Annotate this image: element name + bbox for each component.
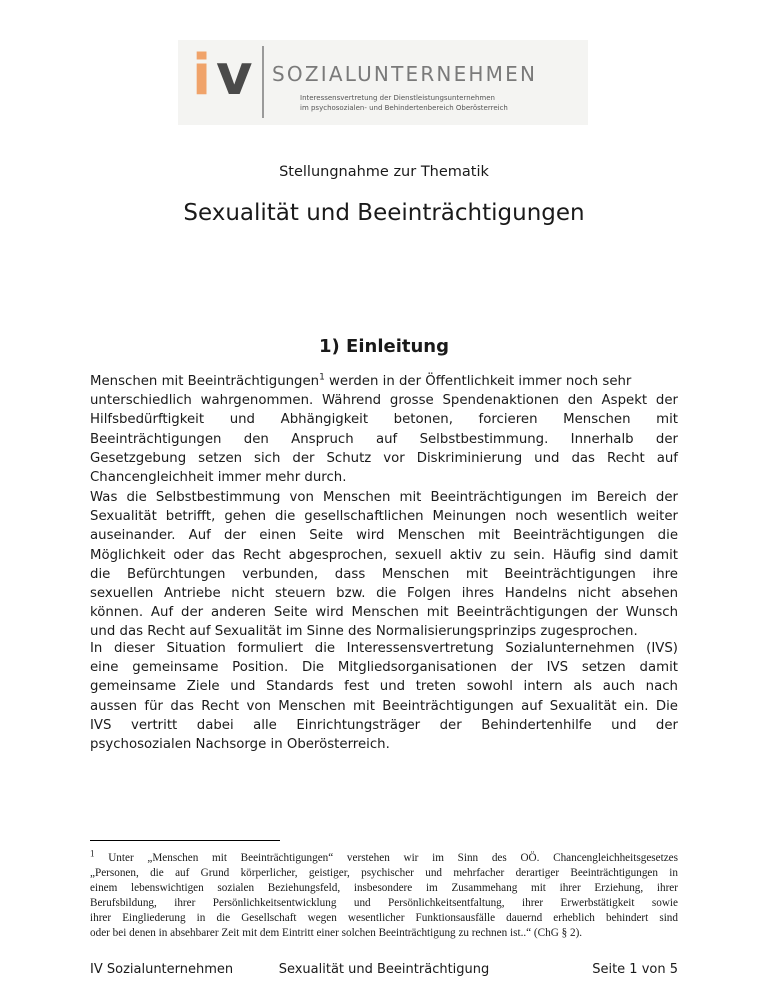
paragraph-line: die Befürchtungen verbunden, dass Menschen mit Beeinträchtigungen ihre (90, 566, 678, 582)
footnote-line: ihrer Eingliederung in die Gesellschaft wegen wesentlicher Funktionsausfälle dauernd erheblich behindert sind (90, 912, 678, 925)
paragraph-line: Sexualität betrifft, gehen die gesellschaftlichen Meinungen noch wesentlich weiter (90, 509, 678, 525)
paragraph-line: Gesetzgebung setzen sich der Schutz vor Diskriminierung und das Recht auf (90, 450, 678, 466)
paragraph-line: psychosozialen Nachsorge in Oberösterreich. (90, 737, 390, 753)
paragraph-line: auseinander. Auf der einen Seite wird Menschen mit Beeinträchtigungen die (90, 528, 678, 544)
footnote-marker: 1 (90, 848, 95, 859)
logo-mark-v: v (216, 43, 253, 108)
section-heading: 1) Einleitung (319, 336, 449, 357)
organization-logo (178, 40, 588, 125)
footnote-line: oder bei denen in absehbarer Zeit mit dem Eintritt einer solchen Beeinträchtigung zu rechnen ist..“ (ChG § 2). (90, 927, 583, 940)
logo-divider (262, 46, 264, 118)
footnote-line: „Personen, die auf Grund körperlicher, geistiger, psychischer und mehrfacher derartiger Beeinträchtigungen in (90, 867, 678, 880)
paragraph-line: Menschen mit Beeinträchtigungen$^1$ werden in der Öffentlichkeit immer noch sehr (90, 372, 632, 389)
paragraph-line: IVS vertritt dabei alle Einrichtungsträger der Behindertenhilfe und der (90, 717, 678, 733)
footer-title: Sexualität und Beeinträchtigung (278, 962, 490, 977)
footnote-separator (90, 840, 280, 841)
paragraph-1 (90, 372, 678, 487)
footnote-line: $^1$ Unter „Menschen mit Beeinträchtigungen“ verstehen wir im Sinn des OÖ. Chancengleichheitsgesetzes (90, 848, 678, 864)
footer-organization: IV Sozialunternehmen (90, 962, 234, 977)
logo-tagline-2: im psychosozialen- und Behindertenbereich Oberösterreich (300, 104, 508, 112)
paragraph-line: können. Auf der anderen Seite wird Menschen mit Beeinträchtigungen der Wunsch (90, 605, 678, 621)
paragraph-line: und das Recht auf Sexualität im Sinne des Normalisierungsprinzips zugesprochen. (90, 624, 638, 640)
document-kicker: Stellungnahme zur Thematik (279, 164, 489, 180)
document-title: Sexualität und Beeinträchtigungen (183, 200, 585, 226)
paragraph-line: Was die Selbstbestimmung von Menschen mit Beeinträchtigungen im Bereich der (90, 490, 678, 505)
footnote (90, 848, 678, 942)
paragraph-line: Beeinträchtigungen den Anspruch auf Selbstbestimmung. Innerhalb der (90, 431, 678, 447)
paragraph-line: unterschiedlich wahrgenommen. Während grosse Spendenaktionen den Aspekt der (90, 393, 678, 409)
paragraph-line: Chancengleichheit immer mehr durch. (90, 470, 347, 486)
footer-page-number: Seite 1 von 5 (592, 962, 678, 977)
paragraph-line: Hilfsbedürftigkeit und Abhängigkeit betonen, forcieren Menschen mit (90, 412, 678, 428)
footnote-line: Berufsbildung, ihrer Persönlichkeitsentwicklung und Persönlichkeitsentfaltung, ihrer Erwerbstätigkeit sowie (90, 897, 678, 910)
paragraph-line: sexuellen Antriebe nicht steuern bzw. die Folgen ihres Handelns nicht absehen (90, 586, 678, 602)
paragraph-line: In dieser Situation formuliert die Interessensvertretung Sozialunternehmen (IVS) (90, 641, 678, 656)
paragraph-line: Möglichkeit oder das Recht abgesprochen, sexuell aktiv zu sein. Häufig sind damit (90, 547, 678, 563)
footnote-reference[interactable]: 1 (319, 372, 325, 383)
paragraph-3 (90, 639, 678, 754)
logo-mark-i: i (192, 43, 212, 108)
paragraph-line: eine gemeinsame Position. Die Mitgliedsorganisationen der IVS setzen damit (90, 660, 678, 676)
paragraph-line: gemeinsame Ziele und Standards fest und treten sowohl intern als auch nach (90, 679, 678, 695)
paragraph-2 (90, 488, 678, 642)
logo-name: SOZIALUNTERNEHMEN (272, 62, 538, 86)
footnote-line: einem lebenswichtigen sozialen Beziehungsfeld, insbesondere im Zusammehang mit ihrer Erziehung, ihrer (90, 882, 678, 895)
logo-tagline-1: Interessensvertretung der Dienstleistungsunternehmen (300, 94, 495, 102)
paragraph-line: aussen für das Recht von Menschen mit Beeinträchtigungen auf Sexualität ein. Die (90, 698, 678, 714)
